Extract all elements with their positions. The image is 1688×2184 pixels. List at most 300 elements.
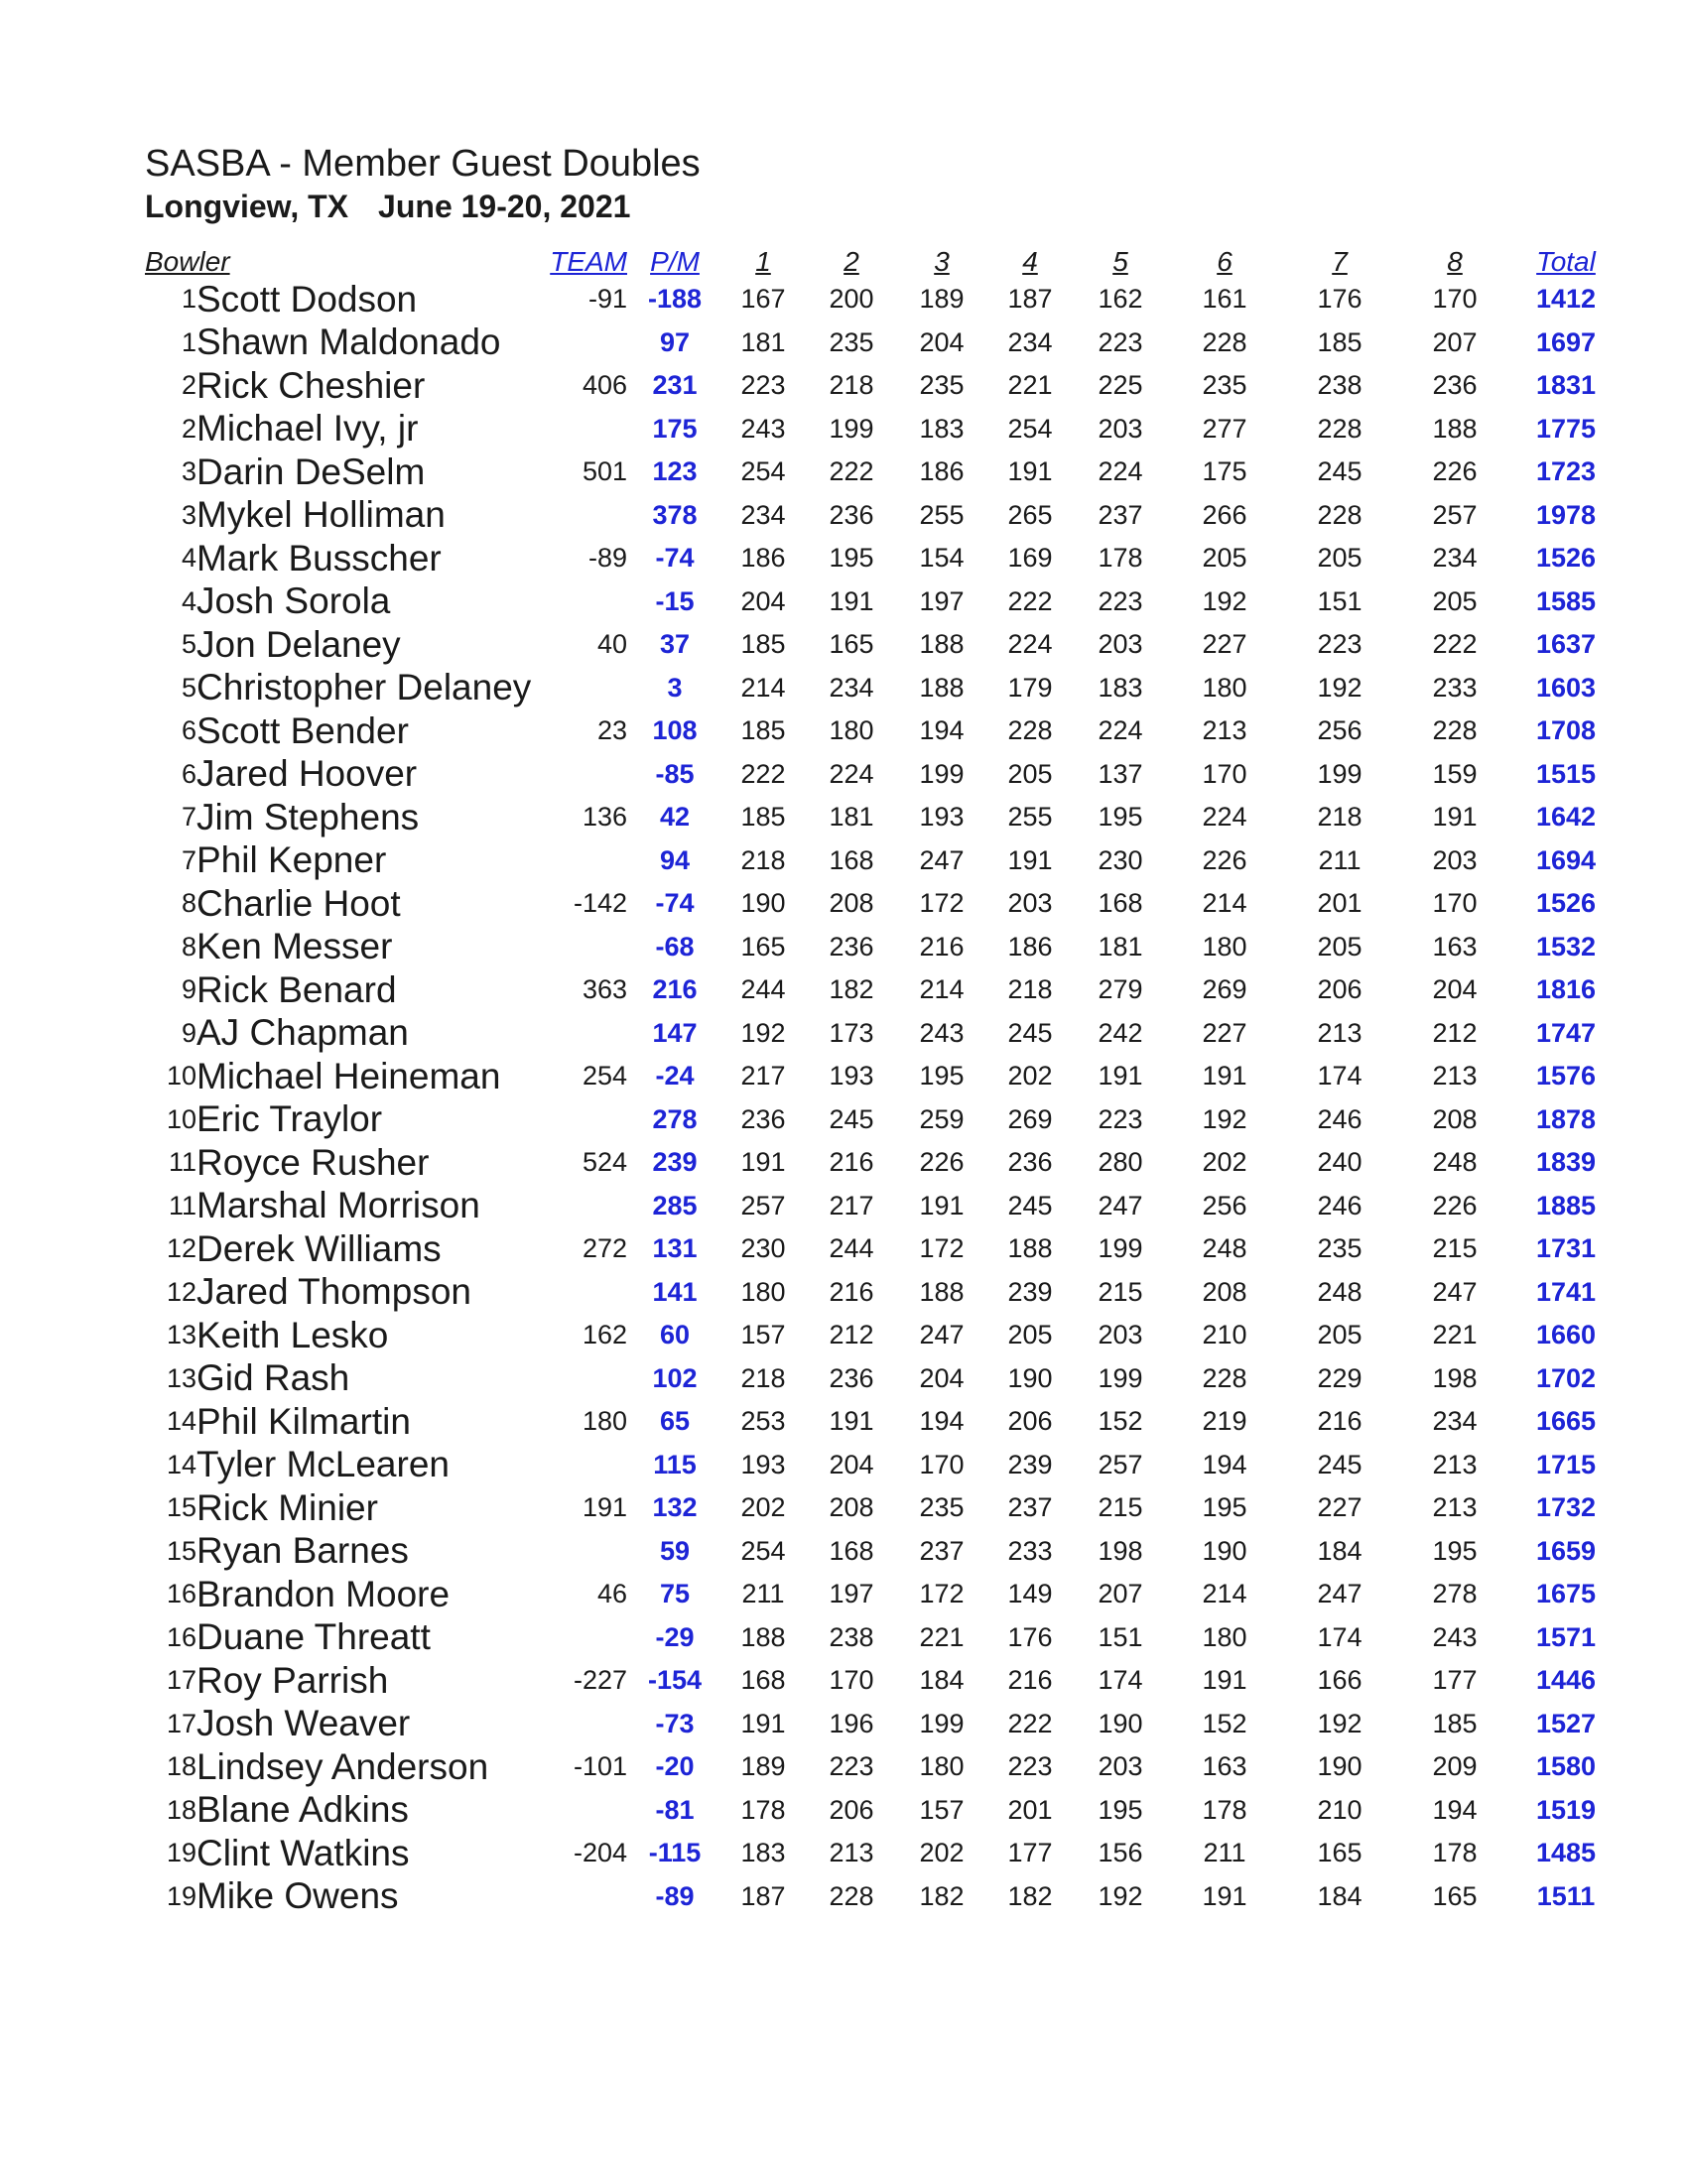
game-score: 156 — [1098, 1838, 1143, 1868]
game-score: 247 — [1317, 1579, 1363, 1609]
game-score: 205 — [1317, 543, 1363, 574]
bowler-name: Michael Heineman — [196, 1055, 501, 1096]
game-score: 214 — [1202, 888, 1247, 919]
place-number: 3 — [181, 499, 196, 530]
plus-minus: 132 — [652, 1492, 698, 1523]
total-score: 1571 — [1535, 1621, 1597, 1652]
bowler-name: Marshal Morrison — [196, 1185, 480, 1226]
game-score: 200 — [829, 284, 874, 315]
place-number: 15 — [166, 1492, 196, 1523]
game-score: 204 — [919, 1362, 965, 1393]
game-score: 257 — [740, 1190, 786, 1220]
game-score: 186 — [1007, 931, 1053, 962]
bowler-name: Brandon Moore — [196, 1573, 451, 1614]
column-header-game: 8 — [1447, 246, 1463, 277]
place-number: 17 — [166, 1708, 196, 1738]
plus-minus: 75 — [659, 1579, 691, 1609]
game-score: 199 — [1317, 758, 1363, 789]
place-number: 1 — [181, 284, 196, 315]
game-score: 247 — [919, 844, 965, 875]
place-number: 9 — [181, 1017, 196, 1048]
team-score — [534, 321, 627, 365]
game-score: 210 — [1202, 1320, 1247, 1350]
bowler-name: AJ Chapman — [196, 1012, 409, 1054]
game-score: 195 — [1098, 1794, 1143, 1825]
team-score — [534, 1444, 627, 1487]
game-score: 172 — [919, 1579, 965, 1609]
place-number: 9 — [181, 974, 196, 1005]
game-score: 238 — [1317, 370, 1363, 401]
game-score: 214 — [919, 974, 965, 1005]
column-header-game: 1 — [755, 246, 771, 277]
team-score — [534, 839, 627, 883]
table-row — [145, 796, 1618, 839]
game-score: 178 — [1202, 1794, 1247, 1825]
place-number: 13 — [166, 1320, 196, 1350]
column-header-pm: P/M — [650, 246, 700, 277]
game-score: 191 — [919, 1190, 965, 1220]
team-score: -89 — [587, 543, 627, 574]
game-score: 195 — [1202, 1492, 1247, 1523]
plus-minus: 3 — [667, 672, 683, 703]
place-number: 12 — [166, 1276, 196, 1307]
table-row — [145, 1486, 1618, 1530]
game-score: 176 — [1007, 1621, 1053, 1652]
game-score: 157 — [740, 1320, 786, 1350]
game-score: 167 — [740, 284, 786, 315]
game-score: 269 — [1007, 1103, 1053, 1134]
table-row — [145, 1141, 1618, 1185]
game-score: 191 — [1098, 1061, 1143, 1092]
game-score: 165 — [740, 931, 786, 962]
game-score: 191 — [1202, 1061, 1247, 1092]
table-row — [145, 1616, 1618, 1660]
game-score: 185 — [740, 802, 786, 833]
game-score: 192 — [1202, 585, 1247, 616]
game-score: 266 — [1202, 499, 1247, 530]
team-score: 524 — [582, 1147, 627, 1178]
plus-minus: 123 — [652, 456, 698, 487]
bowler-name: Josh Weaver — [196, 1703, 411, 1744]
game-score: 191 — [1432, 802, 1478, 833]
bowler-name: Blane Adkins — [196, 1789, 409, 1831]
game-score: 204 — [1432, 974, 1478, 1005]
game-score: 222 — [829, 456, 874, 487]
table-row — [145, 580, 1618, 624]
game-score: 183 — [740, 1838, 786, 1868]
plus-minus: 131 — [652, 1233, 698, 1264]
game-score: 212 — [1432, 1017, 1478, 1048]
total-score: 1519 — [1535, 1794, 1597, 1825]
table-row — [145, 882, 1618, 926]
bowler-name: Phil Kilmartin — [196, 1400, 411, 1442]
game-score: 137 — [1098, 758, 1143, 789]
total-score: 1526 — [1535, 543, 1597, 574]
table-row — [145, 1745, 1618, 1789]
game-score: 202 — [740, 1492, 786, 1523]
event-location: Longview, TX — [145, 189, 349, 224]
game-score: 247 — [1098, 1190, 1143, 1220]
game-score: 183 — [919, 413, 965, 444]
game-score: 186 — [740, 543, 786, 574]
table-row — [145, 1012, 1618, 1056]
team-score: 501 — [582, 456, 627, 487]
game-score: 170 — [1432, 284, 1478, 315]
plus-minus: 59 — [659, 1535, 691, 1566]
bowler-name: Mark Busscher — [196, 537, 442, 578]
bowler-name: Mykel Holliman — [196, 494, 446, 536]
place-number: 15 — [166, 1535, 196, 1566]
bowler-name: Rick Minier — [196, 1486, 378, 1528]
game-score: 152 — [1098, 1406, 1143, 1437]
place-number: 2 — [181, 370, 196, 401]
game-score: 228 — [1007, 715, 1053, 746]
place-number: 5 — [181, 629, 196, 660]
game-score: 192 — [1098, 1880, 1143, 1911]
game-score: 202 — [1007, 1061, 1053, 1092]
team-score: 254 — [582, 1061, 627, 1092]
game-score: 229 — [1317, 1362, 1363, 1393]
game-score: 183 — [1098, 672, 1143, 703]
game-score: 195 — [919, 1061, 965, 1092]
game-score: 170 — [829, 1665, 874, 1696]
team-score: 363 — [582, 974, 627, 1005]
game-score: 192 — [1317, 1708, 1363, 1738]
game-score: 223 — [829, 1751, 874, 1782]
bowler-name: Scott Dodson — [196, 278, 418, 320]
plus-minus: -115 — [648, 1838, 702, 1868]
game-score: 174 — [1317, 1621, 1363, 1652]
table-row — [145, 1271, 1618, 1315]
game-score: 245 — [1007, 1017, 1053, 1048]
game-score: 151 — [1317, 585, 1363, 616]
game-score: 269 — [1202, 974, 1247, 1005]
bowler-name: Phil Kepner — [196, 839, 387, 881]
game-score: 195 — [1098, 802, 1143, 833]
game-score: 257 — [1098, 1449, 1143, 1479]
game-score: 222 — [1007, 1708, 1053, 1738]
table-row — [145, 1789, 1618, 1833]
table-row — [145, 709, 1618, 753]
total-score: 1576 — [1535, 1061, 1597, 1092]
table-row — [145, 753, 1618, 797]
game-score: 223 — [740, 370, 786, 401]
bowler-name: Roy Parrish — [196, 1659, 389, 1701]
game-score: 190 — [740, 888, 786, 919]
game-score: 245 — [829, 1103, 874, 1134]
team-score — [534, 1098, 627, 1142]
game-score: 203 — [1098, 1751, 1143, 1782]
game-score: 245 — [1007, 1190, 1053, 1220]
game-score: 186 — [919, 456, 965, 487]
table-row — [145, 1357, 1618, 1401]
game-score: 218 — [1007, 974, 1053, 1005]
team-score: -227 — [573, 1665, 627, 1696]
plus-minus: 37 — [659, 629, 691, 660]
game-score: 223 — [1098, 326, 1143, 357]
bowler-name: Rick Cheshier — [196, 364, 426, 406]
game-score: 216 — [829, 1147, 874, 1178]
bowler-name: Charlie Hoot — [196, 882, 401, 924]
game-score: 205 — [1007, 1320, 1053, 1350]
team-score — [534, 1530, 627, 1574]
game-score: 216 — [829, 1276, 874, 1307]
game-score: 178 — [1098, 543, 1143, 574]
game-score: 226 — [919, 1147, 965, 1178]
place-number: 14 — [166, 1449, 196, 1479]
team-score — [534, 667, 627, 710]
game-score: 192 — [1317, 672, 1363, 703]
game-score: 202 — [919, 1838, 965, 1868]
game-score: 204 — [829, 1449, 874, 1479]
game-score: 224 — [1202, 802, 1247, 833]
game-score: 168 — [829, 844, 874, 875]
game-score: 280 — [1098, 1147, 1143, 1178]
game-score: 180 — [1202, 931, 1247, 962]
plus-minus: 278 — [652, 1103, 698, 1134]
game-score: 240 — [1317, 1147, 1363, 1178]
game-score: 174 — [1098, 1665, 1143, 1696]
table-row — [145, 1444, 1618, 1487]
bowler-name: Royce Rusher — [196, 1141, 430, 1183]
column-header-game: 5 — [1112, 246, 1128, 277]
game-score: 205 — [1432, 585, 1478, 616]
bowler-name: Gid Rash — [196, 1357, 350, 1399]
game-score: 181 — [1098, 931, 1143, 962]
plus-minus: 60 — [659, 1320, 691, 1350]
game-score: 180 — [1202, 1621, 1247, 1652]
game-score: 194 — [919, 715, 965, 746]
total-score: 1515 — [1535, 758, 1597, 789]
game-score: 177 — [1007, 1838, 1053, 1868]
table-row — [145, 1659, 1618, 1703]
game-score: 182 — [919, 1880, 965, 1911]
column-header-team: TEAM — [550, 246, 627, 277]
place-number: 10 — [166, 1061, 196, 1092]
game-score: 194 — [1202, 1449, 1247, 1479]
game-score: 218 — [829, 370, 874, 401]
total-score: 1527 — [1535, 1708, 1597, 1738]
game-score: 228 — [829, 1880, 874, 1911]
game-score: 244 — [740, 974, 786, 1005]
game-score: 213 — [829, 1838, 874, 1868]
plus-minus: -68 — [655, 931, 695, 962]
table-row — [145, 278, 1618, 321]
total-score: 1732 — [1535, 1492, 1597, 1523]
bowler-name: Duane Threatt — [196, 1616, 431, 1658]
table-row — [145, 1703, 1618, 1746]
place-number: 6 — [181, 715, 196, 746]
game-score: 211 — [1203, 1838, 1246, 1868]
column-header-game: 7 — [1332, 246, 1348, 277]
column-header-game: 3 — [934, 246, 950, 277]
game-score: 168 — [1098, 888, 1143, 919]
plus-minus: 141 — [652, 1276, 698, 1307]
game-score: 190 — [1202, 1535, 1247, 1566]
game-score: 169 — [1007, 543, 1053, 574]
game-score: 188 — [1007, 1233, 1053, 1264]
team-score: 406 — [582, 370, 627, 401]
game-score: 201 — [1007, 1794, 1053, 1825]
game-score: 192 — [740, 1017, 786, 1048]
game-score: 228 — [1317, 499, 1363, 530]
game-score: 214 — [740, 672, 786, 703]
game-score: 235 — [919, 370, 965, 401]
game-score: 234 — [740, 499, 786, 530]
game-score: 185 — [740, 715, 786, 746]
game-score: 194 — [1432, 1794, 1478, 1825]
place-number: 6 — [181, 758, 196, 789]
game-score: 243 — [740, 413, 786, 444]
game-score: 205 — [1202, 543, 1247, 574]
game-score: 239 — [1007, 1276, 1053, 1307]
game-score: 216 — [1317, 1406, 1363, 1437]
game-score: 248 — [1317, 1276, 1363, 1307]
game-score: 185 — [1317, 326, 1363, 357]
table-row — [145, 321, 1618, 365]
game-score: 235 — [919, 1492, 965, 1523]
team-score: 162 — [582, 1320, 627, 1350]
game-score: 213 — [1432, 1449, 1478, 1479]
game-score: 180 — [919, 1751, 965, 1782]
team-score — [534, 1703, 627, 1746]
game-score: 203 — [1432, 844, 1478, 875]
game-score: 196 — [829, 1708, 874, 1738]
game-score: 213 — [1432, 1492, 1478, 1523]
bowler-name: Jon Delaney — [196, 623, 401, 665]
bowler-name: Tyler McLearen — [196, 1444, 450, 1485]
team-score — [534, 1012, 627, 1056]
game-score: 234 — [829, 672, 874, 703]
game-score: 188 — [740, 1621, 786, 1652]
game-score: 212 — [829, 1320, 874, 1350]
game-score: 180 — [829, 715, 874, 746]
total-score: 1694 — [1535, 844, 1597, 875]
game-score: 236 — [829, 931, 874, 962]
place-number: 2 — [181, 413, 196, 444]
plus-minus: 102 — [652, 1362, 698, 1393]
total-score: 1642 — [1535, 802, 1597, 833]
total-score: 1731 — [1535, 1233, 1597, 1264]
game-score: 243 — [919, 1017, 965, 1048]
total-score: 1637 — [1535, 629, 1597, 660]
game-score: 174 — [1317, 1061, 1363, 1092]
team-score: -142 — [573, 888, 627, 919]
game-score: 206 — [829, 1794, 874, 1825]
game-score: 235 — [1202, 370, 1247, 401]
game-score: 192 — [1202, 1103, 1247, 1134]
game-score: 193 — [740, 1449, 786, 1479]
table-row — [145, 1098, 1618, 1142]
game-score: 195 — [1432, 1535, 1478, 1566]
game-score: 215 — [1098, 1492, 1143, 1523]
game-score: 211 — [1318, 844, 1362, 875]
total-score: 1816 — [1535, 974, 1597, 1005]
total-score: 1723 — [1535, 456, 1597, 487]
game-score: 256 — [1317, 715, 1363, 746]
game-score: 209 — [1432, 1751, 1478, 1782]
game-score: 168 — [740, 1665, 786, 1696]
game-score: 248 — [1202, 1233, 1247, 1264]
game-score: 185 — [1432, 1708, 1478, 1738]
column-header-game: 6 — [1217, 246, 1233, 277]
table-row — [145, 1832, 1618, 1875]
place-number: 19 — [166, 1880, 196, 1911]
game-score: 205 — [1317, 1320, 1363, 1350]
scores-table — [145, 238, 1618, 1918]
column-header-game: 2 — [844, 246, 859, 277]
plus-minus: 231 — [652, 370, 698, 401]
game-score: 234 — [1007, 326, 1053, 357]
game-score: 197 — [829, 1579, 874, 1609]
game-score: 236 — [829, 499, 874, 530]
plus-minus: 94 — [659, 844, 691, 875]
bowler-name: Ken Messer — [196, 926, 393, 967]
game-score: 223 — [1098, 1103, 1143, 1134]
game-score: 203 — [1007, 888, 1053, 919]
game-score: 173 — [829, 1017, 874, 1048]
team-score — [534, 494, 627, 538]
bowler-name: Josh Sorola — [196, 580, 391, 622]
game-score: 165 — [829, 629, 874, 660]
place-number: 7 — [181, 802, 196, 833]
game-score: 190 — [1317, 1751, 1363, 1782]
game-score: 230 — [740, 1233, 786, 1264]
total-score: 1585 — [1535, 585, 1597, 616]
place-number: 5 — [181, 672, 196, 703]
game-score: 208 — [829, 1492, 874, 1523]
team-score — [534, 926, 627, 969]
game-score: 265 — [1007, 499, 1053, 530]
plus-minus: -89 — [655, 1880, 695, 1911]
bowler-name: Keith Lesko — [196, 1314, 389, 1355]
plus-minus: -15 — [655, 585, 695, 616]
game-score: 175 — [1202, 456, 1247, 487]
game-score: 170 — [919, 1449, 965, 1479]
place-number: 11 — [168, 1147, 196, 1178]
game-score: 191 — [829, 585, 874, 616]
bowler-name: Mike Owens — [196, 1875, 399, 1917]
place-number: 10 — [166, 1103, 196, 1134]
plus-minus: 42 — [659, 802, 691, 833]
total-score: 1665 — [1535, 1406, 1597, 1437]
game-score: 233 — [1432, 672, 1478, 703]
game-score: 178 — [740, 1794, 786, 1825]
game-score: 235 — [1317, 1233, 1363, 1264]
game-score: 214 — [1202, 1579, 1247, 1609]
game-score: 205 — [1317, 931, 1363, 962]
game-score: 223 — [1098, 585, 1143, 616]
plus-minus: -188 — [647, 284, 703, 315]
game-score: 151 — [1098, 1621, 1143, 1652]
game-score: 215 — [1098, 1276, 1143, 1307]
plus-minus: -20 — [655, 1751, 695, 1782]
game-score: 178 — [1432, 1838, 1478, 1868]
game-score: 211 — [741, 1579, 785, 1609]
game-score: 244 — [829, 1233, 874, 1264]
table-row — [145, 968, 1618, 1012]
bowler-name: Ryan Barnes — [196, 1530, 409, 1572]
game-score: 216 — [919, 931, 965, 962]
game-score: 165 — [1317, 1838, 1363, 1868]
game-score: 206 — [1007, 1406, 1053, 1437]
game-score: 213 — [1317, 1017, 1363, 1048]
game-score: 177 — [1432, 1665, 1478, 1696]
game-score: 279 — [1098, 974, 1143, 1005]
plus-minus: 97 — [659, 326, 691, 357]
event-subtitle — [145, 189, 630, 225]
column-header-total: Total — [1536, 246, 1596, 277]
